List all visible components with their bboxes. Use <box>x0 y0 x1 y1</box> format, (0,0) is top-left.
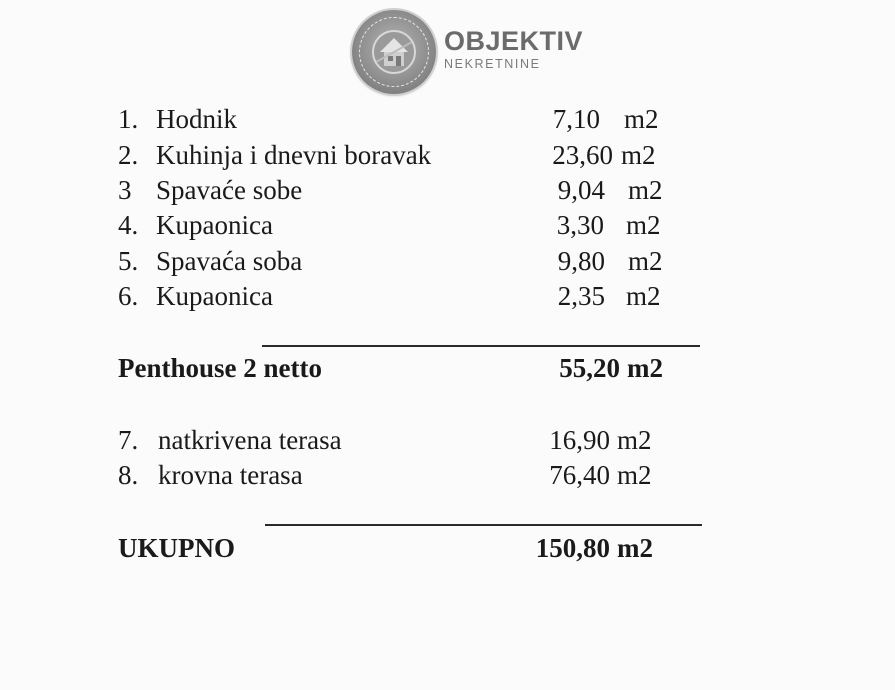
room-area: 7,10 <box>552 104 600 134</box>
room-name: Spavaće sobe <box>156 175 303 205</box>
terrace-area: 16,90 <box>549 425 610 455</box>
room-row <box>0 244 895 278</box>
area-unit: m2 <box>628 175 663 205</box>
terrace-row <box>0 423 895 457</box>
subtotal-divider <box>262 345 700 347</box>
row-number: 5. <box>118 246 139 276</box>
room-area: 9,04 <box>557 175 605 205</box>
subtotal-label: Penthouse 2 netto <box>118 353 322 383</box>
area-unit: m2 <box>617 425 652 455</box>
row-number: 1. <box>118 104 139 134</box>
total-label: UKUPNO <box>118 533 235 563</box>
room-row <box>0 138 895 172</box>
aperture-seal-icon <box>352 10 436 94</box>
room-row <box>0 208 895 242</box>
terrace-name: krovna terasa <box>158 460 303 490</box>
row-number: 6. <box>118 281 139 311</box>
room-row <box>0 102 895 136</box>
room-row <box>0 279 895 313</box>
room-name: Hodnik <box>156 104 237 134</box>
room-area: 3,30 <box>556 210 604 240</box>
total-area: 150,80 <box>535 533 610 563</box>
total-divider <box>265 524 702 526</box>
area-unit: m2 <box>621 140 656 170</box>
room-area: 23,60 <box>552 140 613 170</box>
area-unit: m2 <box>627 353 663 383</box>
room-name: Kupaonica <box>156 281 273 311</box>
brand-subtitle: NEKRETNINE <box>444 57 541 71</box>
area-unit: m2 <box>626 210 661 240</box>
area-unit: m2 <box>617 533 653 563</box>
terrace-area: 76,40 <box>549 460 610 490</box>
area-unit: m2 <box>624 104 659 134</box>
brand-name: OBJEKTIV <box>444 26 584 56</box>
total-row <box>0 531 895 565</box>
row-number: 3 <box>118 175 132 205</box>
room-name: Kupaonica <box>156 210 273 240</box>
area-unit: m2 <box>628 246 663 276</box>
area-unit: m2 <box>626 281 661 311</box>
room-area: 9,80 <box>557 246 605 276</box>
subtotal-row <box>0 351 895 385</box>
room-row <box>0 173 895 207</box>
terrace-name: natkrivena terasa <box>158 425 342 455</box>
area-unit: m2 <box>617 460 652 490</box>
subtotal-area: 55,20 <box>559 353 620 383</box>
room-name: Kuhinja i dnevni boravak <box>156 140 432 170</box>
row-number: 4. <box>118 210 139 240</box>
terrace-row <box>0 458 895 492</box>
room-name: Spavaća soba <box>156 246 303 276</box>
row-number: 8. <box>118 460 139 490</box>
row-number: 7. <box>118 425 139 455</box>
row-number: 2. <box>118 140 139 170</box>
room-area: 2,35 <box>557 281 605 311</box>
